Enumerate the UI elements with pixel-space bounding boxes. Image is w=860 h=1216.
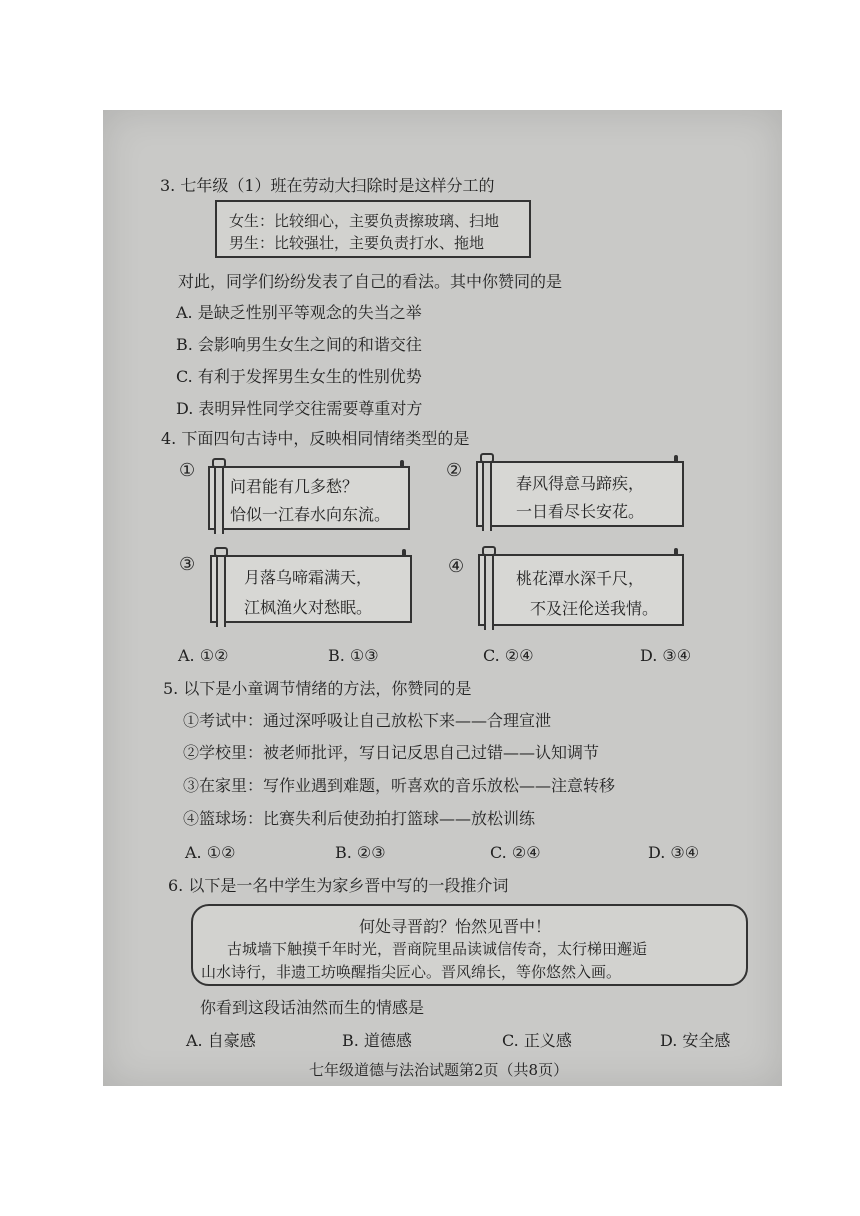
poem-line: 月落乌啼霜满天，: [244, 568, 373, 587]
poem-line: 恰似一江春水向东流。: [230, 505, 391, 524]
q4-stem: 4. 下面四句古诗中，反映相同情绪类型的是: [161, 429, 470, 448]
q3-option-a: A. 是缺乏性别平等观念的失当之举: [176, 303, 422, 322]
q5-option-d: D. ③④: [648, 843, 700, 862]
q6-option-a: A. 自豪感: [186, 1031, 256, 1050]
page-footer: 七年级道德与法治试题第2页（共8页）: [309, 1061, 569, 1079]
q5-option-b: B. ②③: [335, 843, 386, 862]
q3-option-c: C. 有利于发挥男生女生的性别优势: [176, 367, 422, 386]
poem-line: 一日看尽长安花。: [516, 502, 645, 521]
poem-line: 问君能有几多愁？: [230, 477, 359, 496]
q6-option-b: B. 道德感: [342, 1031, 412, 1050]
q3-box-line: 女生：比较细心，主要负责擦玻璃、扫地: [229, 212, 500, 230]
poem-scroll-3: [210, 555, 412, 623]
q6-prompt: 你看到这段话油然而生的情感是: [200, 998, 425, 1017]
poem-scroll-1: [208, 466, 410, 530]
q4-option-a: A. ①②: [178, 646, 229, 665]
q4-option-b: B. ①③: [328, 646, 379, 665]
q6-stem: 6. 以下是一名中学生为家乡晋中写的一段推介词: [168, 876, 509, 895]
q6-box-line: 古城墙下触摸千年时光，晋商院里品读诚信传奇，太行梯田邂逅: [227, 940, 648, 958]
q3-division-box: [215, 200, 531, 258]
q6-option-d: D. 安全感: [660, 1031, 731, 1050]
q5-item: ②学校里：被老师批评，写日记反思自己过错——认知调节: [183, 743, 600, 762]
q3-prompt: 对此，同学们纷纷发表了自己的看法。其中你赞同的是: [178, 272, 563, 291]
q3-stem: 3. 七年级（1）班在劳动大扫除时是这样分工的: [160, 176, 495, 195]
poem-number: ②: [446, 460, 463, 481]
q5-item: ④篮球场：比赛失利后使劲拍打篮球——放松训练: [183, 809, 536, 828]
q5-option-c: C. ②④: [490, 843, 541, 862]
q5-item: ③在家里：写作业遇到难题，听喜欢的音乐放松——注意转移: [183, 776, 616, 795]
poem-line: 桃花潭水深千尺，: [516, 569, 645, 588]
poem-number: ④: [448, 556, 465, 577]
q6-option-c: C. 正义感: [502, 1031, 572, 1050]
poem-number: ①: [179, 460, 196, 481]
poem-line: 春风得意马蹄疾，: [516, 474, 645, 493]
q5-option-a: A. ①②: [185, 843, 236, 862]
q5-item: ①考试中：通过深呼吸让自己放松下来——合理宣泄: [183, 711, 552, 730]
poem-scroll-2: [476, 461, 684, 527]
q6-promo-box: [191, 904, 748, 986]
q6-box-title: 何处寻晋韵？怡然见晋中！: [359, 917, 552, 936]
poem-number: ③: [179, 554, 196, 575]
q6-box-line: 山水诗行，非遗工坊唤醒指尖匠心。晋风绵长，等你悠然入画。: [201, 963, 622, 981]
poem-line: 不及汪伦送我情。: [530, 599, 659, 618]
poem-line: 江枫渔火对愁眠。: [244, 598, 373, 617]
q5-stem: 5. 以下是小童调节情绪的方法，你赞同的是: [163, 679, 472, 698]
q4-option-d: D. ③④: [640, 646, 692, 665]
q3-box-line: 男生：比较强壮，主要负责打水、拖地: [229, 234, 485, 252]
poem-scroll-4: [478, 554, 684, 626]
q3-option-d: D. 表明异性同学交往需要尊重对方: [176, 399, 423, 418]
q4-option-c: C. ②④: [483, 646, 534, 665]
q3-option-b: B. 会影响男生女生之间的和谐交往: [176, 335, 422, 354]
